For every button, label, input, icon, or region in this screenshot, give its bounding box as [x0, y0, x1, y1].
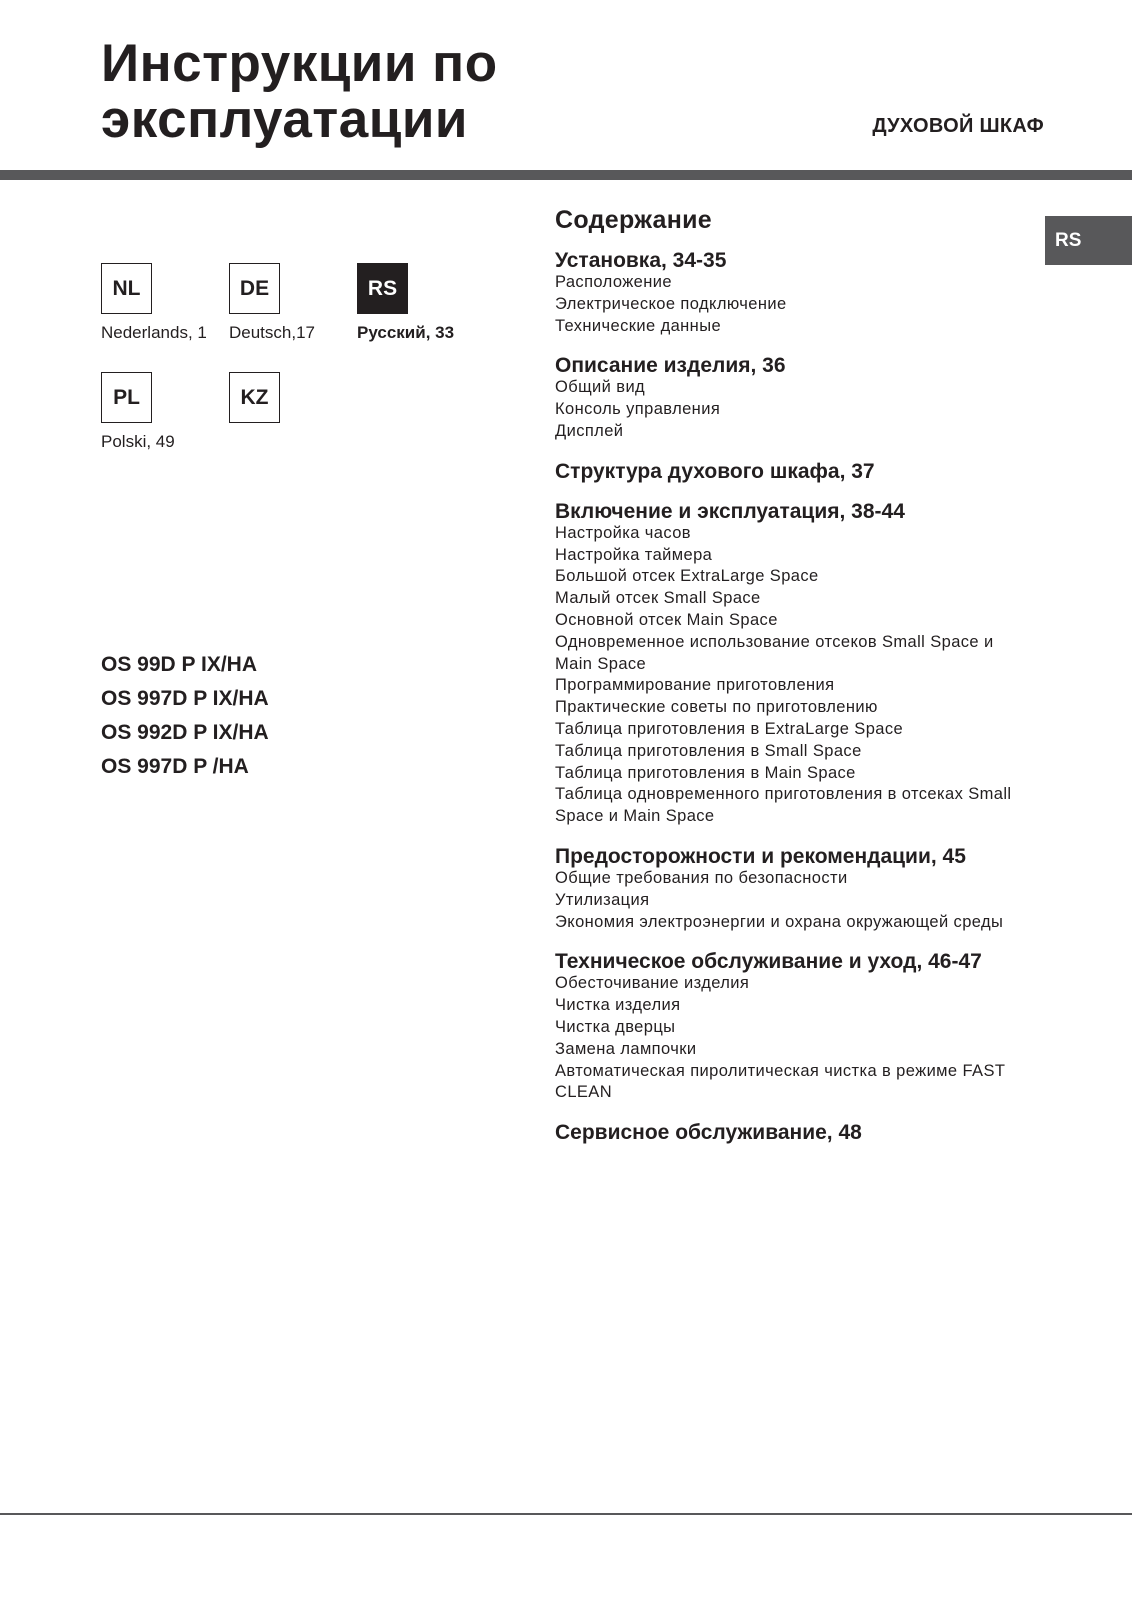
section-item: Общие требования по безопасности [555, 868, 848, 887]
footer-divider [0, 1513, 1132, 1515]
language-code-box: KZ [229, 372, 280, 423]
contents-section [555, 250, 1025, 337]
table-of-contents [555, 206, 1025, 1162]
section-item: Автоматическая пиролитическая чистка в режиме FAST CLEAN [555, 1061, 1006, 1102]
contents-section [555, 846, 1025, 933]
section-item: Малый отсек Small Space [555, 589, 761, 608]
product-type: ДУХОВОЙ ШКАФ [872, 115, 1044, 137]
section-item: Замена лампочки [555, 1039, 697, 1058]
language-side-tab: RS [1045, 216, 1132, 265]
section-item: Чистка дверцы [555, 1017, 676, 1036]
section-heading: Установка, 34-35 [555, 249, 727, 272]
section-heading: Сервисное обслуживание, 48 [555, 1121, 862, 1145]
contents-section [555, 1122, 1025, 1144]
model-name: OS 99D P IX/HA [101, 653, 258, 676]
section-item: Одновременное использование отсеков Small Space и Main Space [555, 632, 994, 673]
section-item: Большой отсек ExtraLarge Space [555, 567, 819, 586]
model-list [101, 648, 269, 784]
language-code-box: DE [229, 263, 280, 314]
language-kz [229, 372, 409, 423]
contents-section [555, 355, 1025, 442]
section-item: Дисплей [555, 421, 624, 440]
section-heading: Предосторожности и рекомендации, 45 [555, 844, 966, 868]
section-item: Обесточивание изделия [555, 974, 750, 993]
model-name: OS 997D P /HA [101, 755, 249, 778]
section-item: Практические советы по приготовлению [555, 698, 878, 717]
language-label: Polski, 49 [101, 432, 175, 451]
section-item: Настройка часов [555, 523, 691, 542]
title-line-1: Инструкции по [101, 34, 498, 93]
section-item: Таблица одновременного приготовления в отсеках Small Space и Main Space [555, 785, 1012, 826]
contents-section [555, 951, 1025, 1104]
section-item: Технические данные [555, 316, 722, 335]
language-label: Nederlands, 1 [101, 323, 207, 342]
section-item: Электрическое подключение [555, 294, 787, 313]
section-item: Общий вид [555, 378, 646, 397]
model-name: OS 997D P IX/HA [101, 687, 269, 710]
contents-section [555, 461, 1025, 483]
section-item: Таблица приготовления в Main Space [555, 763, 856, 782]
language-code-box: PL [101, 372, 152, 423]
section-item: Консоль управления [555, 400, 721, 419]
language-code-box: NL [101, 263, 152, 314]
model-name: OS 992D P IX/HA [101, 721, 269, 744]
section-item: Утилизация [555, 890, 650, 909]
section-item: Основной отсек Main Space [555, 610, 778, 629]
section-item: Настройка таймера [555, 545, 713, 564]
section-heading: Описание изделия, 36 [555, 354, 786, 378]
section-heading: Включение и эксплуатация, 38-44 [555, 499, 905, 523]
language-label: Deutsch,17 [229, 323, 315, 342]
language-rs [357, 263, 537, 343]
header-divider [0, 170, 1132, 180]
title-line-2: эксплуатации [101, 90, 468, 149]
section-item: Таблица приготовления в Small Space [555, 741, 862, 760]
language-label-active: Русский, 33 [357, 323, 455, 342]
contents-title: Содержание [555, 206, 713, 234]
section-item: Чистка изделия [555, 996, 681, 1015]
contents-section [555, 501, 1025, 828]
section-item: Расположение [555, 273, 672, 291]
contents-sections [555, 250, 1025, 1144]
section-heading: Техническое обслуживание и уход, 46-47 [555, 950, 982, 974]
document-title [101, 36, 498, 148]
section-heading: Структура духового шкафа, 37 [555, 459, 875, 483]
section-item: Таблица приготовления в ExtraLarge Space [555, 719, 904, 738]
language-code-box-active: RS [357, 263, 408, 314]
section-item: Экономия электроэнергии и охрана окружающей среды [555, 912, 1004, 931]
section-item: Программирование приготовления [555, 676, 835, 695]
